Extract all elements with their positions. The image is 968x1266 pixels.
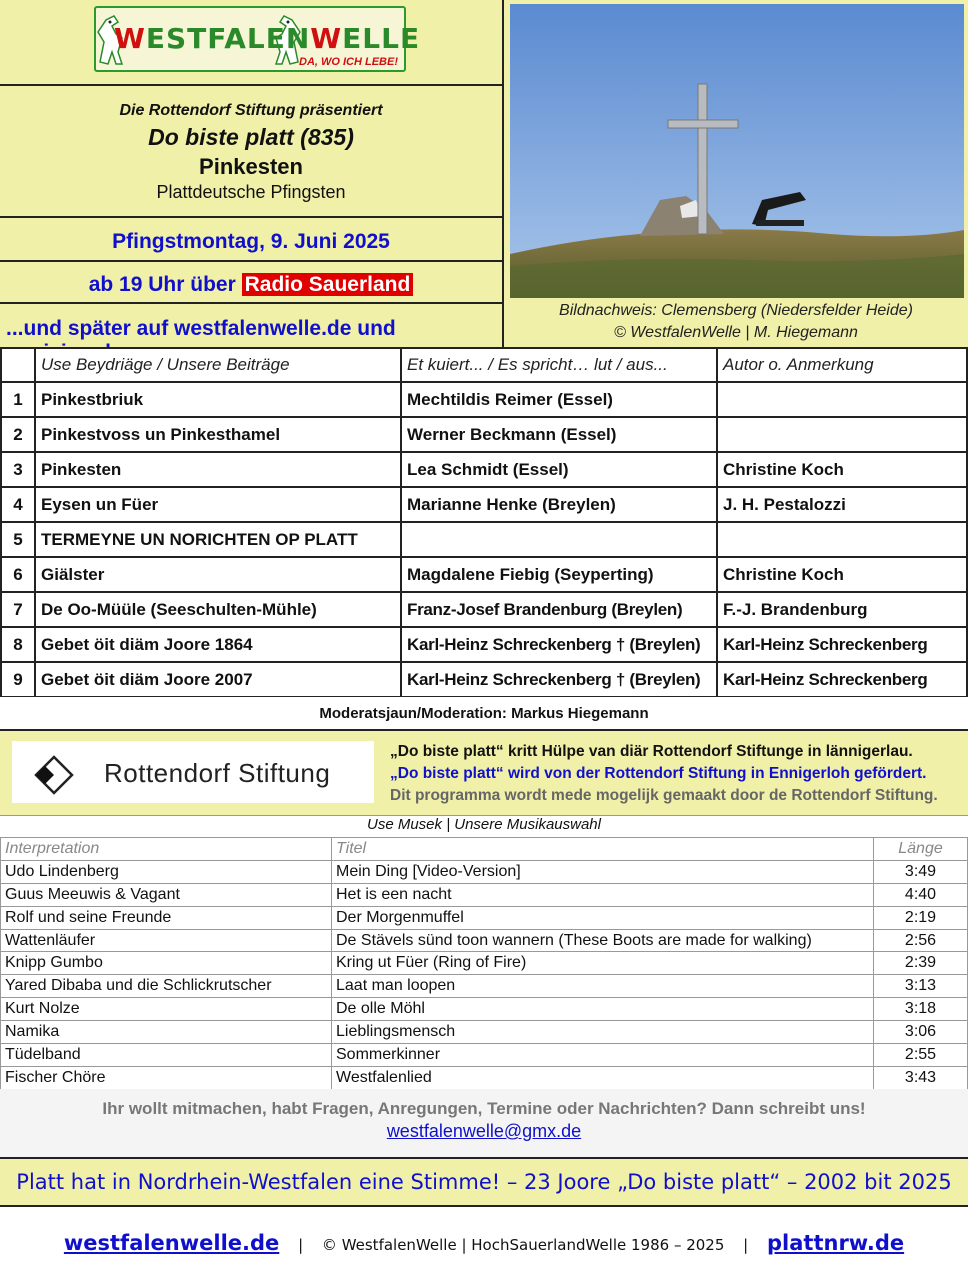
music-row [1, 929, 968, 952]
program-row-num: 3 [1, 452, 35, 487]
program-row [1, 557, 967, 592]
program-row-speaker: Mechtildis Reimer (Essel) [401, 382, 717, 417]
footer [0, 1207, 968, 1266]
music-length: 3:18 [874, 998, 968, 1021]
program-row-num: 1 [1, 382, 35, 417]
program-row-title: Pinkestbriuk [35, 382, 401, 417]
radio-station-badge[interactable]: Radio Sauerland [242, 273, 414, 296]
rottendorf-logo[interactable] [12, 741, 374, 803]
program-row-title: Pinkestvoss un Pinkesthamel [35, 417, 401, 452]
music-artist: Wattenläufer [1, 929, 332, 952]
logo-area [0, 0, 502, 86]
program-row [1, 452, 967, 487]
program-row [1, 417, 967, 452]
program-row-num: 5 [1, 522, 35, 557]
music-length: 2:56 [874, 929, 968, 952]
broadcast-date: Pfingstmontag, 9. Juni 2025 [0, 220, 502, 262]
music-length: 3:06 [874, 1021, 968, 1044]
contact-email-link[interactable]: westfalenwelle@gmx.de [386, 1121, 582, 1141]
web-availability[interactable]: ...und später auf westfalenwelle.de und [6, 317, 396, 340]
program-header-title: Use Beydriäge / Unsere Beiträge [35, 348, 401, 382]
music-row [1, 1066, 968, 1089]
music-title: Der Morgenmuffel [332, 906, 874, 929]
music-length: 4:40 [874, 883, 968, 906]
program-row [1, 382, 967, 417]
music-artist: Tüdelband [1, 1044, 332, 1067]
program-row [1, 662, 967, 697]
sponsor-line-platt: „Do biste platt“ kritt Hülpe van diär Rottendorf Stiftunge in lännigerlau. [390, 743, 913, 760]
program-row [1, 627, 967, 662]
program-header-speaker: Et kuiert... / Es spricht… lut / aus... [401, 348, 717, 382]
music-title: Sommerkinner [332, 1044, 874, 1067]
program-row-speaker: Magdalene Fiebig (Seyperting) [401, 557, 717, 592]
radio-prefix: ab 19 Uhr über [88, 273, 236, 296]
episode-title: Pinkesten [199, 154, 303, 179]
music-header-row [1, 838, 968, 861]
rottendorf-diamond-icon [34, 755, 74, 795]
music-header-title: Titel [332, 838, 874, 861]
music-length: 2:39 [874, 952, 968, 975]
contact-section [0, 1089, 968, 1157]
caption-line-1: Bildnachweis: Clemensberg (Niedersfelder Heide) [559, 302, 913, 319]
sponsor-text [390, 741, 938, 807]
header-left-column [0, 0, 504, 347]
presenter-text: Die Rottendorf Stiftung präsentiert [119, 102, 383, 119]
music-title: De Stävels sünd toon wannern (These Boots are made for walking) [332, 929, 874, 952]
program-row-num: 8 [1, 627, 35, 662]
music-title: Westfalenlied [332, 1066, 874, 1089]
program-row-num: 7 [1, 592, 35, 627]
music-length: 3:43 [874, 1066, 968, 1089]
contact-text: Ihr wollt mitmachen, habt Fragen, Anregungen, Termine oder Nachrichten? Dann schreibt uns! [102, 1099, 866, 1118]
music-artist: Fischer Chöre [1, 1066, 332, 1089]
music-table [0, 837, 968, 1090]
moderation-credit: Moderatsjaun/Moderation: Markus Hiegemann [0, 697, 968, 731]
clemensberg-photo [510, 4, 964, 298]
program-row-speaker: Karl-Heinz Schreckenberg † (Breylen) [401, 627, 717, 662]
photo-caption [504, 300, 968, 344]
header [0, 0, 968, 347]
music-title: Het is een nacht [332, 883, 874, 906]
program-row-author: J. H. Pestalozzi [717, 487, 967, 522]
music-title: Kring ut Füer (Ring of Fire) [332, 952, 874, 975]
sponsor-banner [0, 731, 968, 815]
program-row-author: Christine Koch [717, 452, 967, 487]
music-artist: Rolf und seine Freunde [1, 906, 332, 929]
program-row-author: Karl-Heinz Schreckenberg [717, 662, 967, 697]
program-row-author [717, 417, 967, 452]
program-row-author: Christine Koch [717, 557, 967, 592]
music-row [1, 860, 968, 883]
logo-wordmark: WESTFALENWELLE [114, 22, 421, 55]
music-row [1, 975, 968, 998]
program-row-speaker: Marianne Henke (Breylen) [401, 487, 717, 522]
program-row-author [717, 382, 967, 417]
program-header-author: Autor o. Anmerkung [717, 348, 967, 382]
footer-link-westfalenwelle[interactable]: westfalenwelle.de [63, 1231, 280, 1255]
program-row [1, 522, 967, 557]
music-title: De olle Möhl [332, 998, 874, 1021]
program-row-title: Gebet öit diäm Joore 2007 [35, 662, 401, 697]
program-row-num: 9 [1, 662, 35, 697]
music-header-length: Länge [874, 838, 968, 861]
music-row [1, 952, 968, 975]
music-length: 2:55 [874, 1044, 968, 1067]
program-row-num: 2 [1, 417, 35, 452]
sponsor-line-dutch: Dit programma wordt mede mogelijk gemaakt door de Rottendorf Stiftung. [390, 787, 938, 804]
program-row-title: Gebet öit diäm Joore 1864 [35, 627, 401, 662]
music-artist: Udo Lindenberg [1, 860, 332, 883]
program-row-title: Giälster [35, 557, 401, 592]
rottendorf-logo-name: Rottendorf Stiftung [104, 758, 331, 788]
sponsor-line-german: „Do biste platt“ wird von der Rottendorf Stiftung in Ennigerloh gefördert. [390, 765, 927, 782]
program-header-num [1, 348, 35, 382]
program-row-speaker: Karl-Heinz Schreckenberg † (Breylen) [401, 662, 717, 697]
music-artist: Guus Meeuwis & Vagant [1, 883, 332, 906]
music-header-artist: Interpretation [1, 838, 332, 861]
program-row-title: Eysen un Füer [35, 487, 401, 522]
broadcast-time [0, 264, 502, 304]
program-row-num: 4 [1, 487, 35, 522]
music-length: 3:49 [874, 860, 968, 883]
footer-copyright: © WestfalenWelle | HochSauerlandWelle 1986 – 2025 [321, 1236, 725, 1254]
music-artist: Yared Dibaba und die Schlickrutscher [1, 975, 332, 998]
footer-separator: | [743, 1236, 749, 1254]
music-artist: Knipp Gumbo [1, 952, 332, 975]
program-row-author [717, 522, 967, 557]
music-section-title: Use Musek | Unsere Musikauswahl [0, 815, 968, 837]
program-row-title: De Oo-Müüle (Seeschulten-Mühle) [35, 592, 401, 627]
music-row [1, 1044, 968, 1067]
program-row [1, 487, 967, 522]
program-table [0, 347, 968, 698]
program-row-author: Karl-Heinz Schreckenberg [717, 627, 967, 662]
music-row [1, 1021, 968, 1044]
program-row-title: TERMEYNE UN NORICHTEN OP PLATT [35, 522, 401, 557]
music-title: Lieblingsmensch [332, 1021, 874, 1044]
footer-separator: | [298, 1236, 304, 1254]
program-row-speaker [401, 522, 717, 557]
program-header-row [1, 348, 967, 382]
music-row [1, 906, 968, 929]
program-row-num: 6 [1, 557, 35, 592]
slogan-banner: Platt hat in Nordrhein-Westfalen eine Stimme! – 23 Joore „Do biste platt“ – 2002 bit 2025 [0, 1157, 968, 1207]
music-artist: Namika [1, 1021, 332, 1044]
program-row-speaker: Werner Beckmann (Essel) [401, 417, 717, 452]
program-row-title: Pinkesten [35, 452, 401, 487]
music-length: 2:19 [874, 906, 968, 929]
music-row [1, 998, 968, 1021]
music-row [1, 883, 968, 906]
show-info [0, 88, 502, 218]
show-name: Do biste platt (835) [148, 124, 354, 150]
episode-subtitle: Plattdeutsche Pfingsten [156, 182, 346, 202]
westfalenwelle-logo[interactable] [94, 6, 421, 72]
program-row-author: F.-J. Brandenburg [717, 592, 967, 627]
program-row-speaker: Franz-Josef Brandenburg (Breylen) [401, 592, 717, 627]
program-row [1, 592, 967, 627]
footer-link-plattnrw[interactable]: plattnrw.de [767, 1231, 905, 1255]
program-row-speaker: Lea Schmidt (Essel) [401, 452, 717, 487]
music-title: Laat man loopen [332, 975, 874, 998]
caption-line-2: © WestfalenWelle | M. Hiegemann [614, 324, 858, 341]
music-title: Mein Ding [Video-Version] [332, 860, 874, 883]
summit-cross-image [510, 4, 964, 298]
logo-tagline: DA, WO ICH LEBE! [299, 56, 398, 68]
music-artist: Kurt Nolze [1, 998, 332, 1021]
music-length: 3:13 [874, 975, 968, 998]
